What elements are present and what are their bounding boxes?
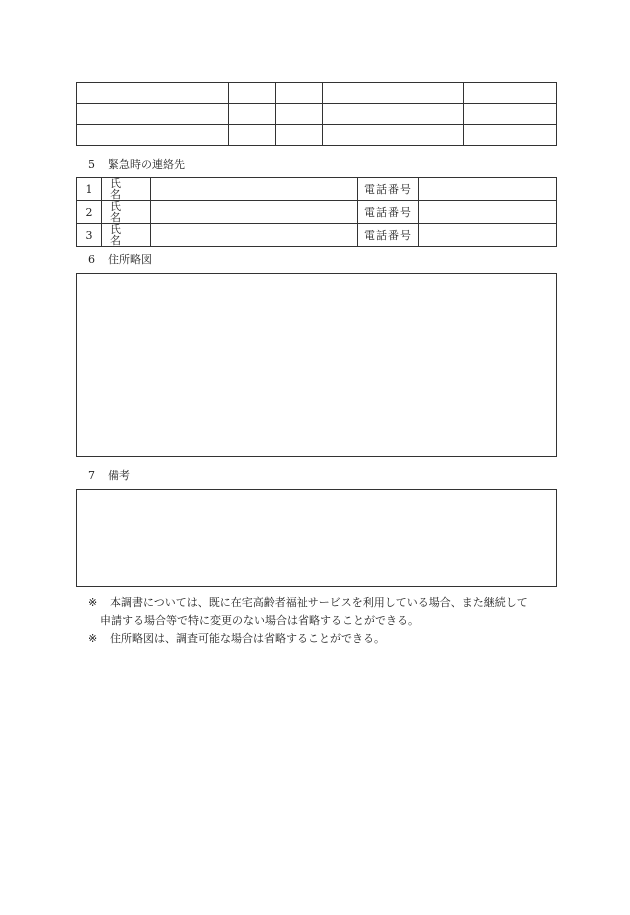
name-label-b: 名 bbox=[110, 188, 121, 201]
table-row bbox=[77, 104, 557, 125]
section-7-number: 7 bbox=[88, 469, 95, 482]
table-cell[interactable] bbox=[229, 104, 276, 125]
section-5-number: 5 bbox=[88, 158, 95, 171]
name-label-a: 氏 bbox=[110, 177, 121, 190]
contact-phone-field[interactable] bbox=[419, 224, 557, 247]
phone-label: 電話番号 bbox=[358, 201, 419, 224]
name-label-b: 名 bbox=[110, 211, 121, 224]
address-map-box[interactable] bbox=[76, 273, 557, 457]
contact-row-2 bbox=[77, 201, 557, 224]
name-label bbox=[102, 201, 151, 224]
table-cell[interactable] bbox=[276, 125, 323, 146]
table-row bbox=[77, 125, 557, 146]
section-6-title: 住所略図 bbox=[108, 253, 152, 266]
note-1-line-2: 申請する場合等で特に変更のない場合は省略することができる。 bbox=[100, 614, 419, 627]
table-cell[interactable] bbox=[276, 83, 323, 104]
contact-phone-field[interactable] bbox=[419, 178, 557, 201]
note-1-line-1: 本調書については、既に在宅高齢者福祉サービスを利用している場合、また継続して bbox=[110, 596, 528, 609]
note-2-line-1: 住所略図は、調査可能な場合は省略することができる。 bbox=[110, 632, 385, 645]
name-label bbox=[102, 224, 151, 247]
section-6-number: 6 bbox=[88, 253, 95, 266]
section-7-title: 備考 bbox=[108, 469, 130, 482]
section-5-heading bbox=[88, 156, 185, 172]
table-cell[interactable] bbox=[229, 83, 276, 104]
contact-name-field[interactable] bbox=[151, 178, 358, 201]
contact-row-3 bbox=[77, 224, 557, 247]
contact-phone-field[interactable] bbox=[419, 201, 557, 224]
phone-label: 電話番号 bbox=[358, 224, 419, 247]
remarks-box[interactable] bbox=[76, 489, 557, 587]
name-label-b: 名 bbox=[110, 234, 121, 247]
contact-name-field[interactable] bbox=[151, 201, 358, 224]
table-cell[interactable] bbox=[464, 83, 557, 104]
contact-number: 3 bbox=[77, 224, 102, 247]
contact-number: 1 bbox=[77, 178, 102, 201]
note-2 bbox=[88, 630, 563, 648]
name-label-a: 氏 bbox=[110, 200, 121, 213]
section-5-title: 緊急時の連絡先 bbox=[108, 158, 185, 171]
name-label-a: 氏 bbox=[110, 223, 121, 236]
name-label bbox=[102, 178, 151, 201]
phone-label: 電話番号 bbox=[358, 178, 419, 201]
note-mark: ※ bbox=[88, 632, 98, 645]
note-mark: ※ bbox=[88, 596, 98, 609]
contact-row-1 bbox=[77, 178, 557, 201]
table-cell[interactable] bbox=[323, 104, 464, 125]
table-cell[interactable] bbox=[464, 104, 557, 125]
table-cell[interactable] bbox=[77, 83, 229, 104]
emergency-contacts-table bbox=[76, 177, 557, 247]
table-cell[interactable] bbox=[323, 83, 464, 104]
table-cell[interactable] bbox=[77, 104, 229, 125]
table-cell[interactable] bbox=[276, 104, 323, 125]
table-cell[interactable] bbox=[323, 125, 464, 146]
section-6-heading bbox=[88, 251, 152, 267]
contact-number: 2 bbox=[77, 201, 102, 224]
table-cell[interactable] bbox=[77, 125, 229, 146]
note-1 bbox=[88, 594, 563, 630]
section-7-heading bbox=[88, 467, 130, 483]
prior-table bbox=[76, 82, 557, 146]
contact-name-field[interactable] bbox=[151, 224, 358, 247]
table-row bbox=[77, 83, 557, 104]
table-cell[interactable] bbox=[464, 125, 557, 146]
table-cell[interactable] bbox=[229, 125, 276, 146]
